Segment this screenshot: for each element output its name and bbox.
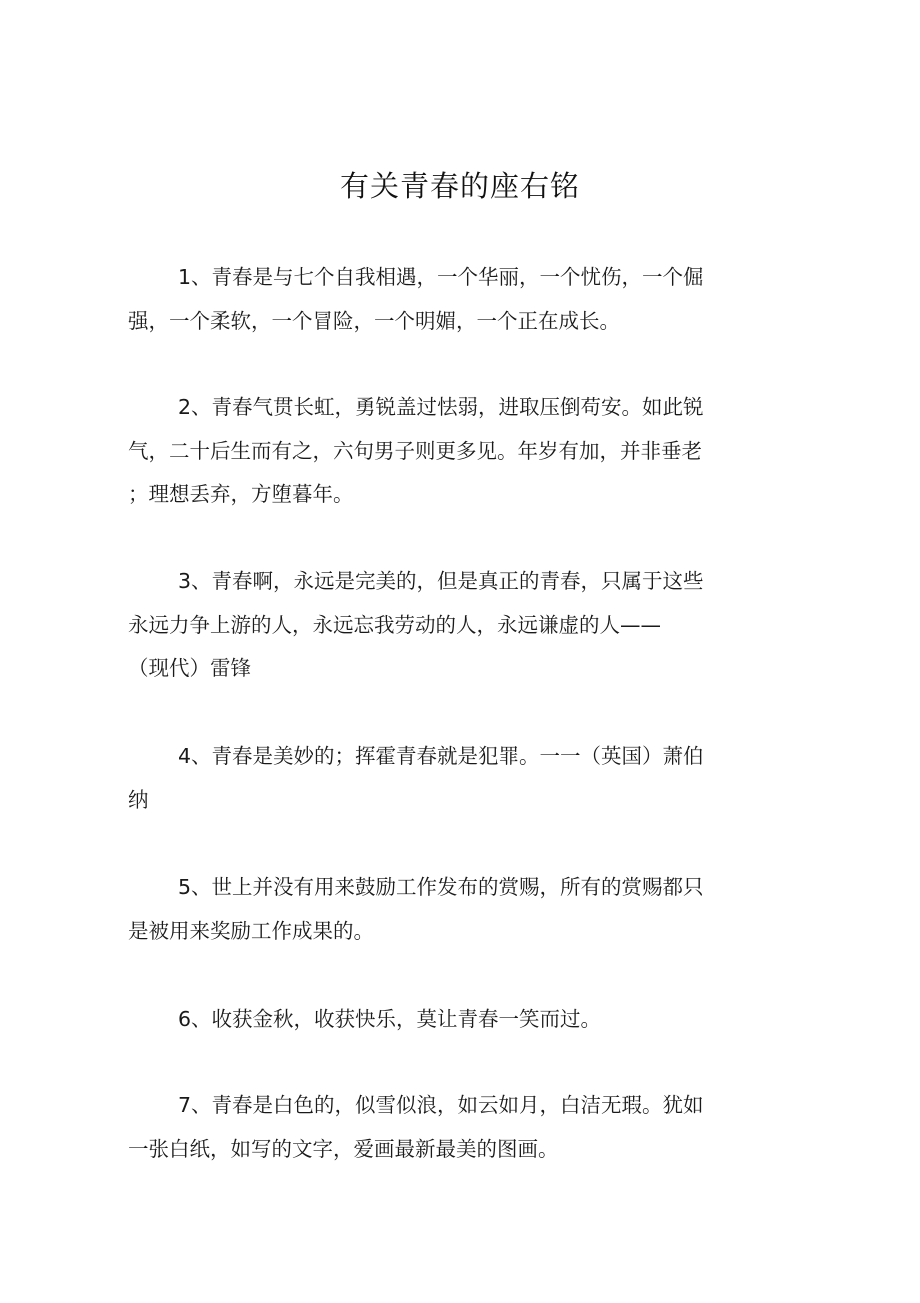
paragraph-line: （现代）雷锋: [128, 656, 251, 680]
paragraph-line: 5、世上并没有用来鼓励工作发布的赏赐，所有的赏赐都只: [178, 875, 704, 899]
motto-paragraph-5: [128, 866, 748, 953]
motto-paragraph-3: [128, 560, 748, 691]
motto-paragraph-1: [128, 256, 748, 343]
paragraph-line: 是被用来奖励工作成果的。: [128, 918, 374, 943]
paragraph-line: 6、收获金秋，收获快乐，莫让青春一笑而过。: [178, 1007, 602, 1031]
paragraph-line: 2、青春气贯长虹，勇锐盖过怯弱，进取压倒苟安。如此锐: [178, 395, 704, 419]
paragraph-line: 7、青春是白色的，似雪似浪，如云如月，白洁无瑕。犹如: [178, 1093, 704, 1117]
paragraph-line: 永远力争上游的人，永远忘我劳动的人，永远谦虚的人——: [128, 612, 661, 637]
paragraph-line: ；理想丢弃，方堕暮年。: [128, 482, 354, 506]
paragraph-line: 4、青春是美妙的；挥霍青春就是犯罪。一一（英国）萧伯: [178, 744, 704, 768]
document-title: 有关青春的座右铭: [339, 169, 580, 203]
paragraph-line: 纳: [128, 787, 149, 812]
paragraph-line: 一张白纸，如写的文字，爱画最新最美的图画。: [128, 1136, 559, 1161]
motto-paragraph-7: [128, 1084, 748, 1171]
paragraph-line: 气，二十后生而有之，六句男子则更多见。年岁有加，并非垂老: [128, 438, 702, 463]
motto-paragraph-2: [128, 386, 748, 517]
motto-paragraph-4: [128, 735, 748, 822]
paragraph-line: 3、青春啊，永远是完美的，但是真正的青春，只属于这些: [178, 569, 704, 593]
paragraph-line: 1、青春是与七个自我相遇，一个华丽，一个忧伤，一个倔: [178, 265, 704, 289]
motto-paragraph-6: [128, 998, 748, 1042]
paragraph-line: 强，一个柔软，一个冒险，一个明媚，一个正在成长。: [128, 308, 620, 333]
